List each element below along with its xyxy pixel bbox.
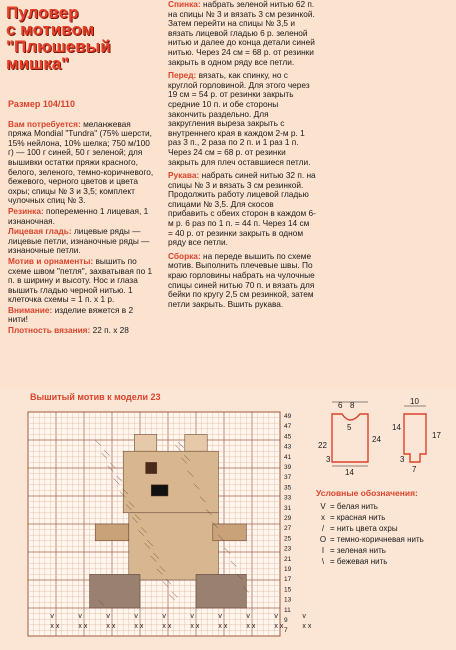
- stst-text: лицевые ряды — лицевые петли, изнаночные ряды — изнаночные петли.: [8, 226, 150, 256]
- legend-text: = зеленая нить: [330, 546, 386, 555]
- ochre-thread-symbol: /: [321, 524, 325, 533]
- svg-text:x x: x x: [162, 623, 172, 630]
- sleeve-outline: [404, 414, 426, 462]
- motif-label: Мотив и орнаменты:: [8, 255, 94, 266]
- legend-text: = бежевая нить: [330, 557, 388, 566]
- materials-text: меланжевая пряжа Mondial "Tundra" (75% шерсти, 15% нейлона, 10% шелка; 750 м/100 г) — 100 г синей, 50 г зеленой; для вышивки остатки пряжи красного, белого, зеленого, темно-коричневого, бежевого, черного цветов и цвета охры; спицы № 3 и 3,5; комплект чулочных спиц № 3.: [8, 118, 154, 206]
- row-numbers: [284, 413, 292, 634]
- svg-text:x x: x x: [134, 623, 144, 630]
- legend-text: = темно-коричневая нить: [330, 535, 424, 544]
- row-number: 29: [284, 515, 292, 522]
- legend-item: [316, 501, 424, 512]
- gauge-text: 22 п. x 28: [92, 325, 129, 336]
- title-line: "Плюшевый: [6, 37, 111, 56]
- svg-text:v: v: [218, 613, 222, 620]
- motif-text: вышить по схеме швом "петля", захватывая по 1 п. в ширину и высоту. Нос и глаза вышить гладью черной нитью. 1 клеточка схемы = 1 п. x 1 р.: [8, 255, 153, 305]
- row-number: 7: [284, 627, 288, 635]
- legend-item: [316, 523, 424, 534]
- title-line: Пуловер: [6, 3, 79, 22]
- legend-text: = белая нить: [330, 502, 378, 511]
- brown-thread-symbol: O: [319, 535, 327, 544]
- size-label: Размер 104/110: [8, 99, 75, 109]
- dim-front-neck: 5: [347, 423, 352, 432]
- assembly-label: Сборка:: [168, 250, 201, 261]
- svg-text:x x: x x: [78, 623, 88, 630]
- title-line: с мотивом: [6, 20, 95, 39]
- row-number: 15: [284, 586, 292, 594]
- sleeve-schematic: [392, 397, 441, 474]
- row-number: 49: [284, 413, 292, 420]
- row-number: 9: [284, 617, 288, 624]
- svg-text:x x: x x: [218, 623, 228, 630]
- dim-front-top2: 8: [350, 401, 355, 410]
- legend-item: [316, 512, 424, 523]
- row-number: 43: [284, 443, 292, 451]
- row-number: 23: [284, 545, 292, 553]
- svg-text:v: v: [134, 613, 138, 620]
- row-number: 17: [284, 576, 292, 584]
- svg-text:v: v: [78, 613, 82, 620]
- row-number: 45: [284, 433, 292, 441]
- gauge-label: Плотность вязания:: [8, 325, 91, 336]
- red-thread-symbol: x: [321, 513, 325, 522]
- sleeve-text: набрать синей нитью 32 п. на спицы № 3 и вязать 3 см резинкой. Продолжить работу лицевой гладью спицами № 3,5. Для скосов прибавить с обеих сторон в каждом 6-м р. 6 раз по 1 п. = 44 п. Через 14 см = 40 р. от резинки закрыть в одном ряду все петли.: [168, 170, 316, 248]
- stst-label: Лицевая гладь:: [8, 226, 72, 237]
- row-number: 33: [284, 494, 292, 502]
- legend-text: = красная нить: [330, 513, 386, 522]
- legend: [316, 488, 424, 567]
- attention-text: изделие вяжется в 2 нити!: [8, 304, 134, 325]
- dim-sleeve-left: 14: [392, 423, 401, 432]
- front-schematic: [318, 401, 381, 477]
- legend-item: [316, 534, 424, 545]
- svg-text:x x: x x: [106, 623, 116, 630]
- dim-front-top1: 6: [338, 401, 343, 410]
- rib-text: попеременно 1 лицевая, 1 изнаночная.: [8, 205, 149, 226]
- sleeve-label: Рукава:: [168, 170, 200, 181]
- materials-label: Вам потребуется:: [8, 118, 81, 129]
- row-number: 47: [284, 423, 292, 431]
- row-number: 27: [284, 525, 292, 533]
- dim-sleeve-right: 17: [432, 431, 441, 440]
- svg-text:x x: x x: [246, 623, 256, 630]
- svg-text:v: v: [50, 613, 54, 620]
- dim-front-width: 14: [345, 468, 354, 477]
- row-number: 31: [284, 504, 292, 512]
- dim-front-rib: 3: [326, 455, 331, 464]
- dim-sleeve-top: 10: [410, 397, 419, 406]
- row-number: 13: [284, 596, 292, 604]
- dim-sleeve-rib: 3: [400, 455, 405, 464]
- row-number: 37: [284, 474, 292, 482]
- svg-text:v: v: [190, 613, 194, 620]
- row-number: 21: [284, 555, 292, 563]
- svg-text:x x: x x: [274, 623, 284, 630]
- row-number: 41: [284, 453, 292, 461]
- back-label: Спинка:: [168, 0, 201, 9]
- dim-front-left: 22: [318, 441, 327, 450]
- motif-title: Вышитый мотив к модели 23: [30, 392, 161, 402]
- row-number: 39: [284, 464, 292, 471]
- svg-text:v: v: [274, 613, 278, 620]
- attention-label: Внимание:: [8, 304, 53, 315]
- title-line: мишка": [6, 54, 70, 73]
- green-thread-symbol: I: [321, 546, 325, 555]
- front-outline: [332, 414, 368, 462]
- legend-text: = нить цвета охры: [330, 524, 398, 533]
- row-number: 25: [284, 535, 292, 543]
- legend-item: [316, 545, 424, 556]
- row-number: 11: [284, 606, 291, 614]
- assembly-text: на переде вышить по схеме мотив. Выполнить плечевые швы. По краю горловины набрать на чулочные спицы синей нитью 70 п. и вязать для бейки по кругу 2,5 см резинкой, затем петли закрыть. Вшить рукава.: [168, 250, 315, 309]
- row-number: 35: [284, 484, 292, 492]
- front-label: Перед:: [168, 70, 197, 81]
- beige-thread-symbol: \: [321, 557, 325, 566]
- svg-text:x x: x x: [190, 623, 200, 630]
- row-number: 19: [284, 566, 292, 573]
- rib-label: Резинка:: [8, 205, 44, 216]
- svg-text:v: v: [106, 613, 110, 620]
- legend-title: Условные обозначения:: [316, 488, 418, 498]
- dim-sleeve-width: 7: [412, 465, 417, 474]
- svg-text:v: v: [302, 613, 306, 620]
- front-text: вязать, как спинку, но с круглой горловиной. Для этого через 19 см = 54 р. от резинки закрыть средние 10 п. и обе стороны закончить раздельно. Для закругления выреза закрыть с внутреннего края в каждом 2-м р. 1 раз 3 п., 2 раза по 2 п. и 1 раз 1 п. Через 24 см = 68 р. от резинки закрыть для плеч оставшиеся петли.: [168, 70, 311, 167]
- legend-item: [316, 556, 424, 567]
- dim-front-height: 24: [372, 435, 381, 444]
- svg-text:x x: x x: [302, 623, 312, 630]
- white-thread-symbol: V: [320, 502, 326, 511]
- svg-text:v: v: [162, 613, 166, 620]
- svg-text:x x: x x: [50, 623, 60, 630]
- svg-text:v: v: [246, 613, 250, 620]
- back-text: набрать зеленой нитью 62 п. на спицы № 3 и вязать 3 см резинкой. Затем перейти на спицы № 3,5 и вязать лицевой гладью 6 р. зеленой нитью и далее до конца детали синей нитью. Через 24 см = 68 р. от резинки закрыть в одном ряду все петли.: [168, 0, 315, 67]
